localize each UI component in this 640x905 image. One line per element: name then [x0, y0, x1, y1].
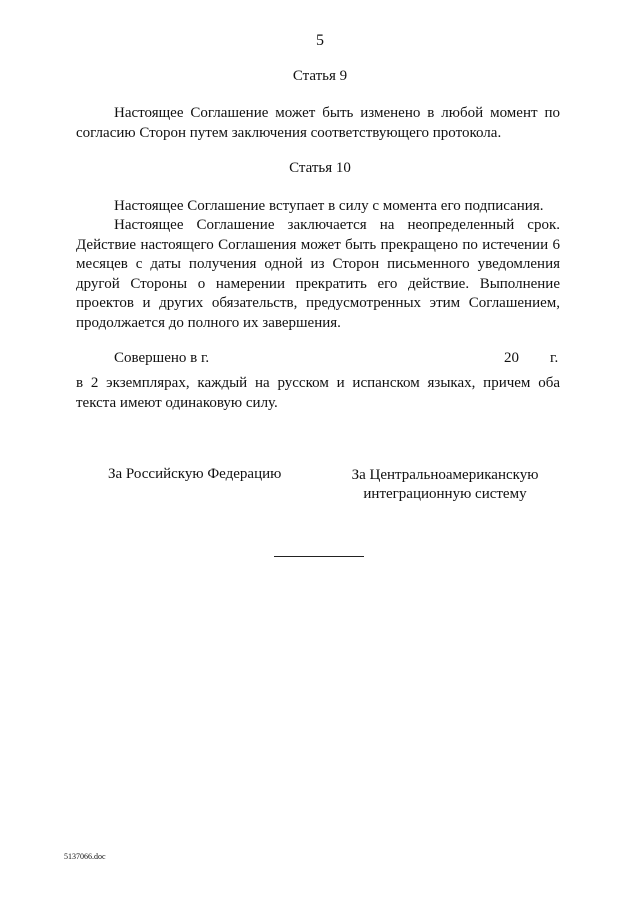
article-10-paragraph-1: Настоящее Соглашение вступает в силу с момента его подписания.	[114, 198, 544, 214]
year-prefix: 20	[504, 350, 519, 366]
separator-line	[274, 556, 364, 557]
copies-text: в 2 экземплярах, каждый на русском и испанском языках, причем оба текста имеют одинаковую силу.	[76, 375, 560, 411]
footer-filename: 5137066.doc	[64, 852, 106, 861]
article-9-text: Настоящее Соглашение может быть изменено в любой момент по согласию Сторон путем заключения соответствующего протокола.	[76, 105, 560, 141]
done-label: Совершено в г.	[114, 350, 210, 366]
article-10-heading: Статья 10	[289, 160, 351, 176]
page-number: 5	[316, 32, 324, 49]
signature-russia: За Российскую Федерацию	[108, 466, 282, 482]
signature-sica-line-1: За Центральноамериканскую	[351, 467, 539, 483]
article-10-paragraph-2: Настоящее Соглашение заключается на неопределенный срок. Действие настоящего Соглашения может быть прекращено по истечении 6 месяцев с даты получения одной из Сторон письменного уведомления другой Стороны о намерении прекратить его действие. Выполнение проектов и других обязательств, предусмотренных этим Соглашением, продолжается до полного их завершения.	[76, 217, 560, 331]
signature-sica-line-2: интеграционную систему	[363, 486, 527, 502]
article-9-heading: Статья 9	[292, 68, 348, 84]
year-suffix: г.	[550, 350, 559, 366]
signature-sica	[340, 466, 550, 504]
execution-line	[76, 350, 560, 370]
